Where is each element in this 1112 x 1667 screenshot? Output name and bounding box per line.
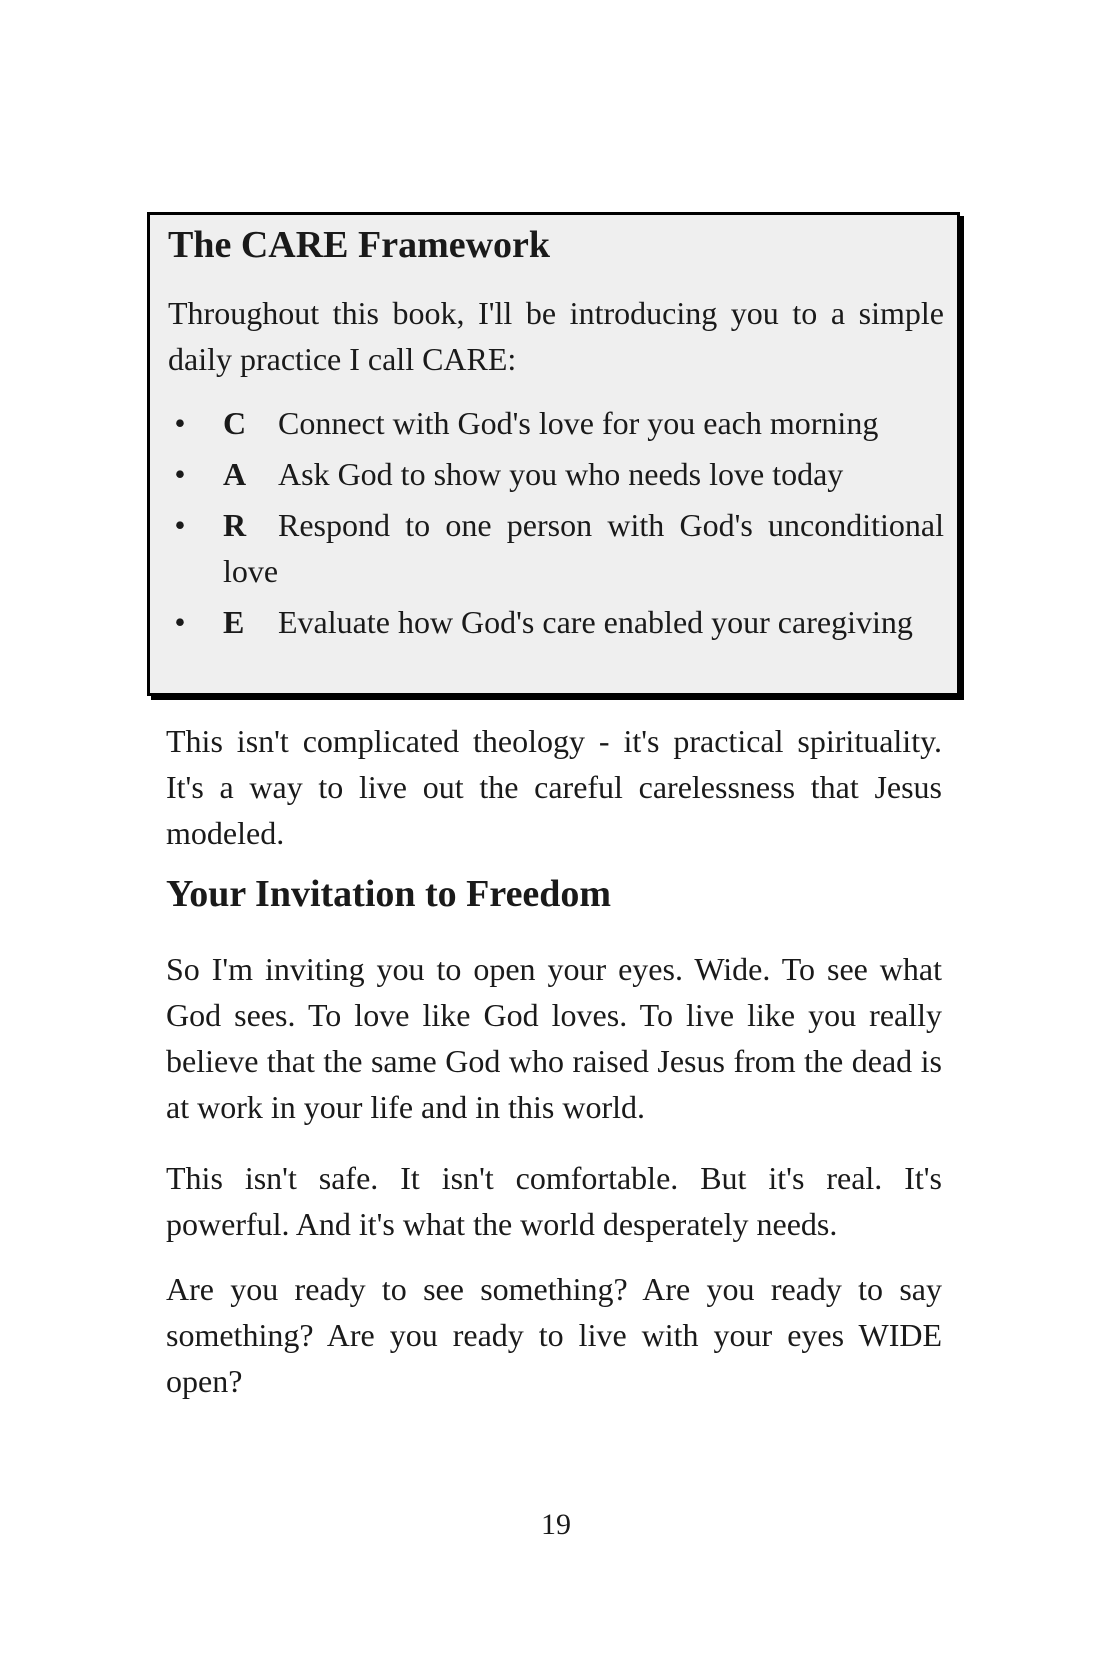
care-list	[168, 400, 944, 650]
paragraph-are-you-ready: Are you ready to see something? Are you ready to say something? Are you ready to live with your eyes WIDE open?	[166, 1271, 942, 1399]
care-box-intro: Throughout this book, I'll be introducing you to a simple daily practice I call CARE:	[168, 295, 944, 377]
care-letter: E	[223, 604, 245, 640]
page-number: 19	[541, 1508, 571, 1541]
care-item-a	[168, 451, 944, 497]
paragraph-not-safe: This isn't safe. It isn't comfortable. But it's real. It's powerful. And it's what the world desperately needs.	[166, 1160, 942, 1242]
bullet-icon: •	[174, 604, 186, 640]
care-item-text: Evaluate how God's care enabled your caregiving	[278, 604, 913, 640]
care-item-c	[168, 400, 944, 446]
care-item-text: Ask God to show you who needs love today	[278, 456, 844, 492]
paragraph-complicated-theology: This isn't complicated theology - it's practical spirituality. It's a way to live out the careful carelessness that Jesus modeled.	[166, 723, 942, 851]
bullet-icon: •	[174, 456, 186, 492]
care-item-r	[168, 502, 944, 594]
care-box-title: The CARE Framework	[168, 224, 551, 266]
section-heading: Your Invitation to Freedom	[166, 873, 612, 915]
care-letter: C	[223, 405, 247, 441]
bullet-icon: •	[174, 405, 186, 441]
care-item-text: Connect with God's love for you each morning	[278, 405, 879, 441]
care-letter: A	[223, 456, 247, 492]
care-letter: R	[223, 507, 247, 543]
care-item-text: Respond to one person with God's unconditional love	[223, 507, 944, 589]
care-item-e	[168, 599, 944, 645]
paragraph-invitation: So I'm inviting you to open your eyes. Wide. To see what God sees. To love like God loves. To live like you really believe that the same God who raised Jesus from the dead is at work in your life and in this world.	[166, 951, 942, 1125]
bullet-icon: •	[174, 507, 186, 543]
care-framework-box	[147, 212, 960, 696]
